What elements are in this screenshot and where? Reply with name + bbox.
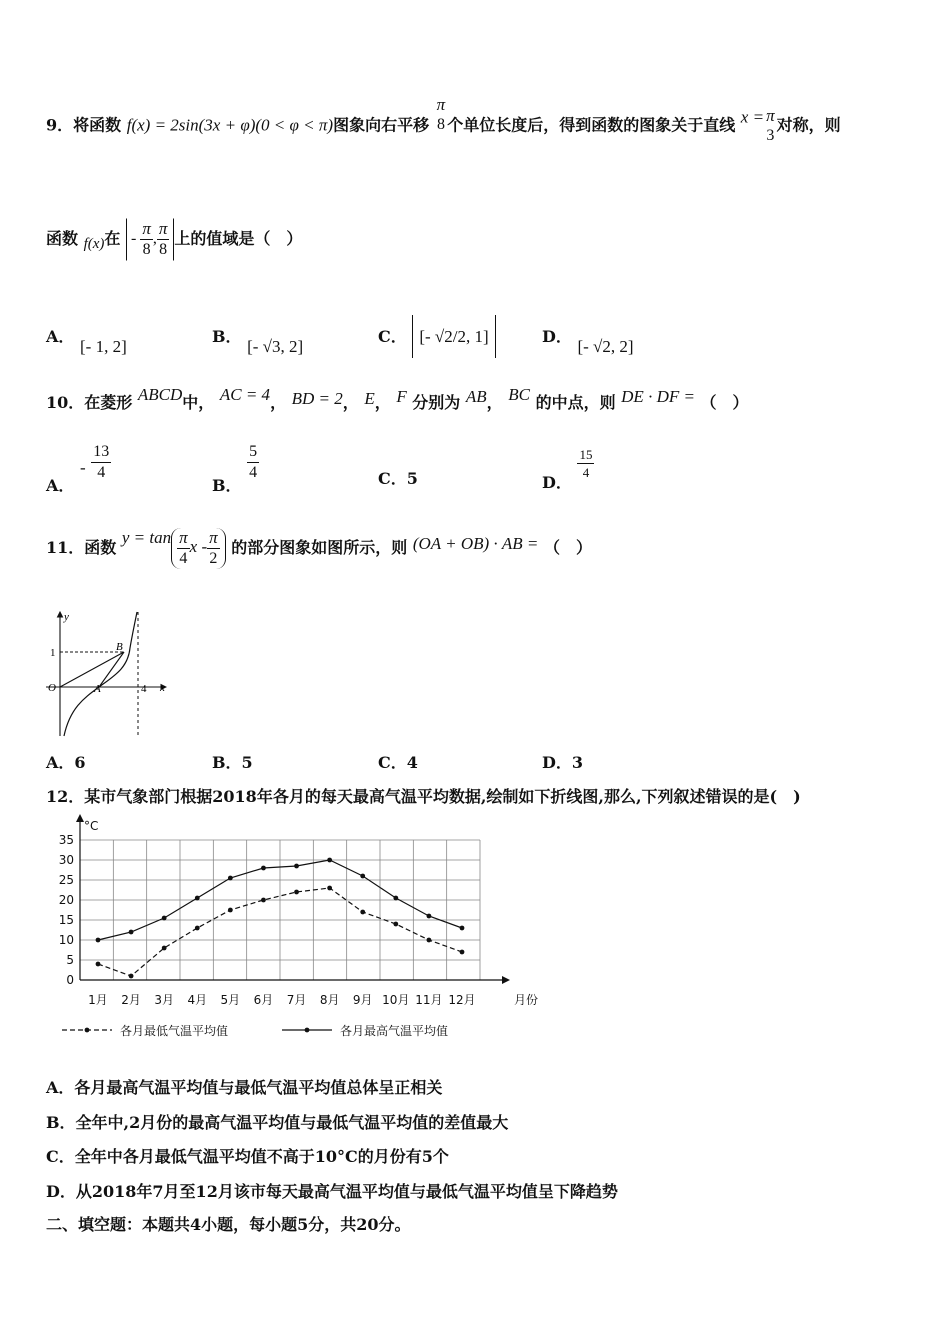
chart-grid	[80, 840, 480, 980]
y-tick-label: 30	[58, 853, 74, 867]
q12-option-d[interactable]: D．从2018年7月至12月该市每天最高气温平均值与最低气温平均值呈下降趋势	[46, 1182, 618, 1201]
q10-shape: ABCD	[137, 385, 183, 404]
section-2-heading: 二、填空题：本题共4小题，每小题5分，共20分。	[46, 1215, 411, 1234]
q9-text-2: 图象向右平移	[333, 115, 430, 135]
q9-option-d[interactable]: D． [- √2, 2]	[542, 327, 634, 356]
q9-option-a[interactable]: A． [- 1, 2]	[46, 327, 127, 356]
chart-tick-labels	[59, 819, 538, 1007]
q9-option-b[interactable]: B． [- √3, 2]	[212, 327, 304, 356]
y-axis-arrow	[76, 814, 84, 822]
q11-label-four: 4	[141, 683, 147, 695]
q10-option-a-fraction: $\frac{13}{4}$	[93, 443, 110, 481]
y-tick-label: 15	[58, 913, 74, 927]
data-point	[294, 864, 299, 869]
q11-number: 11．	[46, 538, 85, 557]
q9-option-d-value: [- √2, 2]	[577, 337, 634, 356]
q12-option-a[interactable]: A．各月最高气温平均值与最低气温平均值总体呈正相关	[46, 1078, 443, 1097]
x-tick-label: 9月	[352, 993, 373, 1007]
x-tick-label: 6月	[253, 993, 274, 1007]
data-point	[460, 926, 465, 931]
data-point	[427, 938, 432, 943]
q10-line: 10．在菱形 ABCD中， AC = 4， BD = 2， E， F 分别为 AB， BC 的中点，则 DE · DF = （ ）	[46, 385, 749, 412]
y-tick-label: 10	[58, 933, 74, 947]
q11-label-a: A	[94, 683, 101, 695]
q11-label-one: 1	[50, 647, 56, 659]
y-tick-label: 35	[58, 833, 74, 847]
data-point	[228, 908, 233, 913]
data-point	[460, 950, 465, 955]
legend-marker	[85, 1028, 90, 1033]
q10-segment-bc: BC	[508, 385, 530, 404]
y-tick-label: 25	[58, 873, 74, 887]
q9-line1	[46, 95, 841, 146]
q9-text-1: 将函数	[73, 115, 122, 135]
chart-axes	[76, 814, 510, 984]
q9-line-lhs: x =	[740, 107, 765, 127]
x-tick-label: 2月	[121, 993, 141, 1007]
q11-line	[46, 528, 592, 569]
data-point	[327, 886, 332, 891]
q9-text-6: 在	[104, 229, 121, 248]
data-point	[96, 962, 101, 967]
q10-option-c-value: 5	[406, 469, 418, 488]
q10-text-1: 在菱形	[84, 393, 133, 412]
q9-line-fraction: π 3	[766, 106, 775, 144]
data-point	[360, 910, 365, 915]
data-point	[261, 898, 266, 903]
q9-option-c[interactable]: C． [- √2/2, 1]	[378, 324, 496, 347]
legend-label: 各月最低气温平均值	[120, 1024, 229, 1038]
x-tick-label: 8月	[319, 993, 340, 1007]
q9-option-b-value: [- √3, 2]	[247, 337, 304, 356]
x-tick-label: 3月	[154, 993, 175, 1007]
q12-temperature-chart	[40, 812, 539, 1052]
data-point	[393, 896, 398, 901]
q9-option-a-value: [- 1, 2]	[80, 337, 127, 356]
q11-text-3: （ ）	[543, 538, 592, 557]
q9-number: 9．	[46, 115, 74, 135]
q10-expression: DE · DF =	[621, 387, 695, 406]
q9-interval: - $\frac{\pi}{8}$ , $\frac{\pi}{8}$	[126, 218, 174, 261]
q10-number: 10．	[46, 393, 85, 412]
q10-condition-2: BD = 2	[291, 389, 343, 408]
q9-function: f(x) = 2sin(3x + φ)(0 < φ < π)	[126, 115, 334, 135]
q12-option-c[interactable]: C．全年中各月最低气温平均值不高于10°C的月份有5个	[46, 1147, 449, 1166]
q11-option-b[interactable]: B．5	[212, 753, 253, 772]
data-point	[96, 938, 101, 943]
x-tick-label: 5月	[220, 993, 241, 1007]
q9-text-7: 上的值域是（ ）	[174, 229, 303, 248]
q11-argument: $\frac{\pi}{4}$ x - $\frac{\pi}{2}$	[171, 528, 226, 569]
q11-label-x: x	[160, 682, 165, 694]
q11-expression: (OA + OB) · AB =	[412, 534, 539, 553]
q10-condition-1: AC = 4	[219, 385, 271, 404]
x-tick-label: 4月	[187, 993, 208, 1007]
y-tick-label: 5	[66, 953, 74, 967]
data-point	[162, 916, 167, 921]
x-tick-label: 11月	[415, 993, 443, 1007]
x-tick-label: 12月	[448, 993, 476, 1007]
data-point	[393, 922, 398, 927]
q9-shift-fraction: π 8	[436, 95, 446, 133]
q10-option-a[interactable]: A． - $\frac{13}{4}$	[46, 443, 110, 495]
q11-tan-curve	[64, 612, 137, 736]
data-point	[294, 890, 299, 895]
y-tick-label: 20	[58, 893, 74, 907]
q11-label-o: O	[48, 682, 56, 694]
q9-text-4: 对称，则	[776, 115, 841, 135]
data-point	[195, 896, 200, 901]
y-axis-label: °C	[84, 819, 99, 833]
q10-text-2: 中，	[182, 393, 215, 412]
y-tick-label: 0	[66, 973, 74, 987]
data-point	[129, 974, 134, 979]
data-point	[427, 914, 432, 919]
q10-text-4: 的中点，则	[535, 393, 616, 412]
data-point	[129, 930, 134, 935]
x-tick-label: 1月	[88, 993, 108, 1007]
q11-option-d[interactable]: D．3	[542, 753, 584, 772]
q12-stem	[46, 784, 801, 807]
q9-line2	[46, 218, 302, 261]
q9-function-2: f(x)	[83, 236, 105, 252]
q9-text-5: 函数	[46, 229, 79, 248]
q10-option-d-fraction: $\frac{15}{4}$	[579, 447, 593, 480]
q10-option-d[interactable]: D． $\frac{15}{4}$	[542, 447, 593, 492]
q10-text-3: 分别为	[412, 393, 461, 412]
q11-label-y: y	[64, 611, 69, 623]
data-point	[162, 946, 167, 951]
q10-option-c[interactable]: C．5	[378, 469, 418, 488]
chart-legend	[62, 1023, 448, 1038]
q11-option-a[interactable]: A．6	[46, 753, 86, 772]
q11-option-c[interactable]: C．4	[378, 753, 418, 772]
x-tick-label: 7月	[286, 993, 307, 1007]
data-point	[327, 858, 332, 863]
q10-point-f: F	[396, 387, 407, 406]
data-point	[228, 876, 233, 881]
q11-text-2: 的部分图象如图所示，则	[231, 538, 408, 557]
q9-text-3: 个单位长度后，得到函数的图象关于直线	[447, 115, 736, 135]
q9-option-c-value: [- √2/2, 1]	[412, 315, 495, 358]
data-point	[261, 866, 266, 871]
data-point	[360, 874, 365, 879]
x-axis-label: 月份	[514, 993, 539, 1007]
legend-label: 各月最高气温平均值	[340, 1024, 449, 1038]
legend-marker	[305, 1028, 310, 1033]
q10-option-b[interactable]: B． $\frac{5}{4}$	[212, 443, 258, 495]
q12-option-b[interactable]: B．全年中,2月份的最高气温平均值与最低气温平均值的差值最大	[46, 1113, 509, 1132]
q12-text: 某市气象部门根据2018年各月的每天最高气温平均数据,绘制如下折线图,那么,下列叙述错误的是( )	[84, 787, 801, 806]
q11-segment-ob	[60, 652, 124, 687]
q11-function: y = tan	[121, 528, 172, 547]
x-axis-arrow	[502, 976, 510, 984]
q12-number: 12．	[46, 787, 85, 806]
q11-text-1: 函数	[84, 538, 117, 557]
x-tick-label: 10月	[382, 993, 410, 1007]
q10-text-5: （ ）	[700, 393, 749, 412]
q10-point-e: E	[364, 389, 375, 408]
q11-tan-graph	[44, 608, 174, 740]
q10-option-b-fraction: $\frac{5}{4}$	[249, 443, 258, 481]
q10-segment-ab: AB	[465, 387, 487, 406]
data-point	[195, 926, 200, 931]
q11-label-b: B	[116, 641, 123, 653]
